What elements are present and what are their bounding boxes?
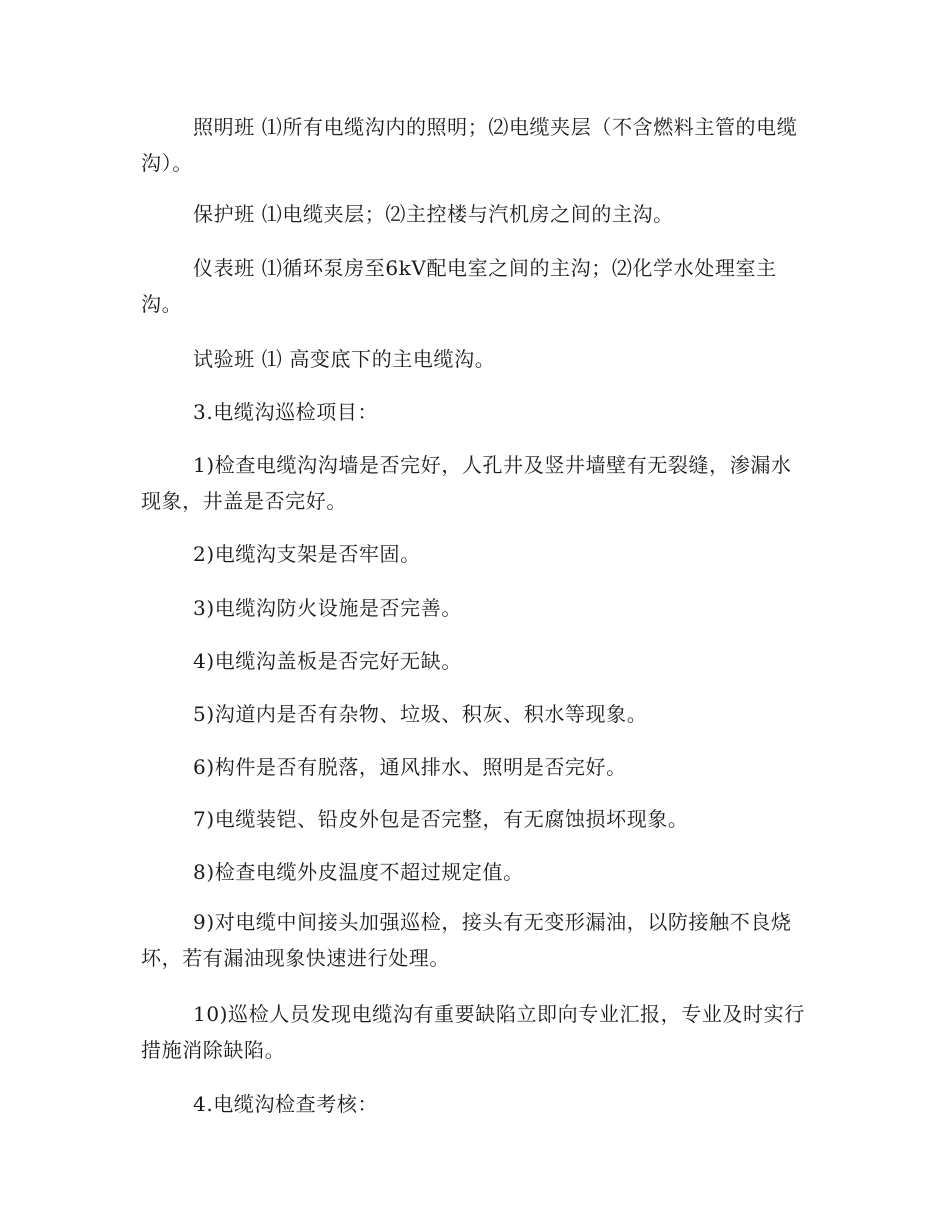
- inspection-item-7: 7)电缆装铠、铅皮外包是否完整，有无腐蚀损坏现象。: [193, 807, 689, 831]
- inspection-item-2: 2)电缆沟支架是否牢固。: [193, 542, 421, 566]
- paragraph-protection-team: 保护班 ⑴电缆夹层；⑵主控楼与汽机房之间的主沟。: [193, 202, 674, 226]
- paragraph-lighting-team: 照明班 ⑴所有电缆沟内的照明；⑵电缆夹层（不含燃料主管的电缆沟）。: [141, 115, 798, 175]
- inspection-item-5: 5)沟道内是否有杂物、垃圾、积灰、积水等现象。: [193, 702, 648, 726]
- inspection-item-6: 6)构件是否有脱落，通风排水、照明是否完好。: [193, 755, 627, 779]
- paragraph-instrument-team: 仪表班 ⑴循环泵房至6kV配电室之间的主沟；⑵化学水处理室主沟。: [141, 256, 777, 316]
- inspection-item-3: 3)电缆沟防火设施是否完善。: [193, 596, 462, 620]
- inspection-item-4: 4)电缆沟盖板是否完好无缺。: [193, 649, 462, 673]
- inspection-item-8: 8)检查电缆外皮温度不超过规定值。: [193, 860, 524, 884]
- inspection-item-1: 1)检查电缆沟沟墙是否完好，人孔井及竖井墙壁有无裂缝，渗漏水现象，井盖是否完好。: [141, 453, 792, 513]
- paragraph-test-team: 试验班 ⑴ 高变底下的主电缆沟。: [193, 347, 496, 371]
- section-heading-inspection-items: 3.电缆沟巡检项目：: [193, 400, 379, 424]
- inspection-item-10: 10)巡检人员发现电缆沟有重要缺陷立即向专业汇报，专业及时实行措施消除缺陷。: [141, 1002, 805, 1062]
- inspection-item-9: 9)对电缆中间接头加强巡检，接头有无变形漏油，以防接触不良烧坏，若有漏油现象快速进行处理。: [141, 910, 792, 970]
- section-heading-inspection-assessment: 4.电缆沟检查考核：: [193, 1092, 379, 1116]
